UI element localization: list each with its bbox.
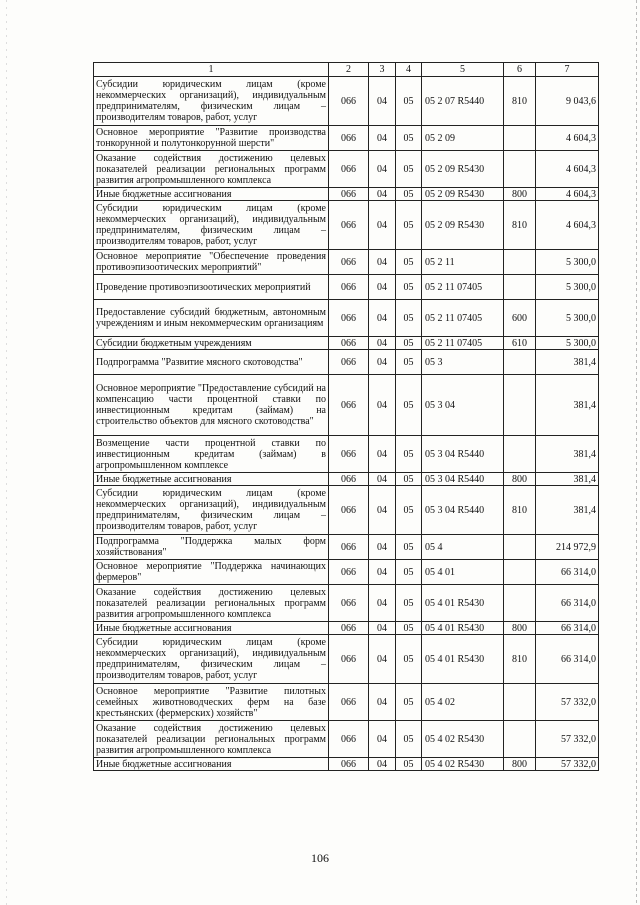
table-cell-col4: 05: [396, 151, 422, 188]
table-row: [94, 622, 599, 635]
table-cell-col3: 04: [369, 622, 396, 635]
table-cell-col6: 800: [504, 188, 536, 201]
table-row: [94, 585, 599, 622]
table-cell-col4: 05: [396, 250, 422, 275]
table-cell-col4: 05: [396, 585, 422, 622]
table-row: [94, 151, 599, 188]
table-cell-col4: 05: [396, 486, 422, 535]
table-cell-col2: 066: [329, 473, 369, 486]
table-cell-col7: 5 300,0: [536, 337, 599, 350]
table-cell-col6: [504, 535, 536, 560]
table-cell-col4: 05: [396, 622, 422, 635]
table-cell-col7: 57 332,0: [536, 684, 599, 721]
scan-edge-right: [636, 0, 637, 905]
table-cell-col4: 05: [396, 684, 422, 721]
table-cell-col7: 66 314,0: [536, 622, 599, 635]
table-cell-col6: 810: [504, 635, 536, 684]
table-cell-col7: 4 604,3: [536, 201, 599, 250]
table-cell-col6: 800: [504, 622, 536, 635]
table-cell-col2: 066: [329, 436, 369, 473]
table-cell-col7: 57 332,0: [536, 721, 599, 758]
table-row: [94, 486, 599, 535]
table-cell-col6: [504, 721, 536, 758]
table-cell-col6: 800: [504, 758, 536, 771]
table-cell-col6: [504, 151, 536, 188]
table-cell-col1: Субсидии бюджетным учреждениям: [94, 337, 329, 350]
table-cell-col6: [504, 350, 536, 375]
table-cell-col1: Основное мероприятие "Развитие пилотных семейных животноводческих ферм на базе крестьянских (фермерских) хозяйств": [94, 684, 329, 721]
table-cell-col2: 066: [329, 201, 369, 250]
table-cell-col5: 05 2 11 07405: [422, 300, 504, 337]
table-cell-col1: Иные бюджетные ассигнования: [94, 622, 329, 635]
table-row: [94, 375, 599, 436]
table-cell-col5: 05 4 01 R5430: [422, 585, 504, 622]
table-row: [94, 350, 599, 375]
table-cell-col5: 05 2 09 R5430: [422, 151, 504, 188]
table-cell-col1: Основное мероприятие "Предоставление субсидий на компенсацию части процентной ставки по инвестиционным кредитам (займам) на строительство объектов для мясного скотоводства": [94, 375, 329, 436]
table-cell-col5: 05 3 04 R5440: [422, 436, 504, 473]
table-cell-col4: 05: [396, 721, 422, 758]
table-cell-col7: 9 043,6: [536, 77, 599, 126]
table-cell-col4: 05: [396, 635, 422, 684]
table-cell-col7: 66 314,0: [536, 635, 599, 684]
table-cell-col2: 066: [329, 337, 369, 350]
table-cell-col7: 5 300,0: [536, 250, 599, 275]
table-cell-col4: 05: [396, 473, 422, 486]
table-cell-col1: Субсидии юридическим лицам (кроме некоммерческих организаций), индивидуальным предпринимателям, физическим лицам – производителям товаров, работ, услуг: [94, 635, 329, 684]
table-cell-col7: 4 604,3: [536, 126, 599, 151]
table-cell-col3: 04: [369, 585, 396, 622]
table-cell-col4: 05: [396, 300, 422, 337]
table-cell-col4: 05: [396, 188, 422, 201]
table-cell-col1: Основное мероприятие "Поддержка начинающих фермеров": [94, 560, 329, 585]
table-cell-col1: Иные бюджетные ассигнования: [94, 188, 329, 201]
table-cell-col4: 05: [396, 275, 422, 300]
table-cell-col2: 066: [329, 635, 369, 684]
table-cell-col2: 066: [329, 188, 369, 201]
table-cell-col2: 066: [329, 250, 369, 275]
table-cell-col5: 05 2 09 R5430: [422, 188, 504, 201]
table-header-row: [94, 63, 599, 77]
col-header-2: 2: [329, 63, 369, 77]
table-cell-col3: 04: [369, 126, 396, 151]
table-cell-col7: 214 972,9: [536, 535, 599, 560]
table-row: [94, 436, 599, 473]
table-row: [94, 684, 599, 721]
table-row: [94, 201, 599, 250]
table-cell-col5: 05 3: [422, 350, 504, 375]
table-cell-col6: [504, 250, 536, 275]
table-cell-col1: Основное мероприятие "Обеспечение проведения противоэпизоотических мероприятий": [94, 250, 329, 275]
table-cell-col2: 066: [329, 622, 369, 635]
table-cell-col3: 04: [369, 758, 396, 771]
table-cell-col6: 810: [504, 486, 536, 535]
table-cell-col1: Предоставление субсидий бюджетным, автономным учреждениям и иным некоммерческим организациям: [94, 300, 329, 337]
table-cell-col3: 04: [369, 721, 396, 758]
col-header-7: 7: [536, 63, 599, 77]
table-cell-col3: 04: [369, 486, 396, 535]
table-cell-col5: 05 2 11: [422, 250, 504, 275]
table-cell-col3: 04: [369, 375, 396, 436]
table-cell-col3: 04: [369, 300, 396, 337]
table-cell-col4: 05: [396, 375, 422, 436]
table-row: [94, 721, 599, 758]
table-cell-col7: 381,4: [536, 350, 599, 375]
table-row: [94, 77, 599, 126]
table-cell-col1: Иные бюджетные ассигнования: [94, 758, 329, 771]
table-cell-col3: 04: [369, 201, 396, 250]
table-cell-col2: 066: [329, 721, 369, 758]
table-cell-col5: 05 4 02 R5430: [422, 721, 504, 758]
table-cell-col7: 66 314,0: [536, 560, 599, 585]
table-cell-col6: [504, 560, 536, 585]
table-cell-col3: 04: [369, 350, 396, 375]
table-cell-col7: 381,4: [536, 436, 599, 473]
table-cell-col1: Оказание содействия достижению целевых показателей реализации региональных программ развития агропромышленного комплекса: [94, 151, 329, 188]
table-row: [94, 250, 599, 275]
table-cell-col4: 05: [396, 560, 422, 585]
table-cell-col4: 05: [396, 337, 422, 350]
table-cell-col5: 05 2 09 R5430: [422, 201, 504, 250]
col-header-4: 4: [396, 63, 422, 77]
table-cell-col5: 05 3 04 R5440: [422, 486, 504, 535]
table-cell-col2: 066: [329, 560, 369, 585]
table-cell-col5: 05 4 02: [422, 684, 504, 721]
table-row: [94, 188, 599, 201]
table-cell-col5: 05 2 11 07405: [422, 337, 504, 350]
table-cell-col6: [504, 585, 536, 622]
table-cell-col4: 05: [396, 535, 422, 560]
table-cell-col3: 04: [369, 188, 396, 201]
table-cell-col4: 05: [396, 436, 422, 473]
table-cell-col4: 05: [396, 77, 422, 126]
table-cell-col3: 04: [369, 151, 396, 188]
table-cell-col2: 066: [329, 350, 369, 375]
table-row: [94, 275, 599, 300]
table-cell-col3: 04: [369, 473, 396, 486]
table-cell-col1: Подпрограмма "Поддержка малых форм хозяйствования": [94, 535, 329, 560]
table-cell-col4: 05: [396, 201, 422, 250]
table-row: [94, 300, 599, 337]
table-row: [94, 473, 599, 486]
table-cell-col1: Подпрограмма "Развитие мясного скотоводства": [94, 350, 329, 375]
scan-edge-left: [6, 0, 7, 905]
table-cell-col1: Субсидии юридическим лицам (кроме некоммерческих организаций), индивидуальным предпринимателям, физическим лицам – производителям товаров, работ, услуг: [94, 486, 329, 535]
table-cell-col3: 04: [369, 337, 396, 350]
table-cell-col6: 600: [504, 300, 536, 337]
table-cell-col1: Проведение противоэпизоотических мероприятий: [94, 275, 329, 300]
table-cell-col5: 05 4 01 R5430: [422, 622, 504, 635]
table-cell-col3: 04: [369, 560, 396, 585]
table-cell-col4: 05: [396, 350, 422, 375]
table-cell-col4: 05: [396, 126, 422, 151]
table-cell-col1: Возмещение части процентной ставки по инвестиционным кредитам (займам) в агропромышленном комплексе: [94, 436, 329, 473]
table-cell-col7: 4 604,3: [536, 151, 599, 188]
table-cell-col1: Субсидии юридическим лицам (кроме некоммерческих организаций), индивидуальным предпринимателям, физическим лицам – производителям товаров, работ, услуг: [94, 77, 329, 126]
table-cell-col5: 05 3 04 R5440: [422, 473, 504, 486]
table-cell-col5: 05 4: [422, 535, 504, 560]
table-cell-col6: [504, 126, 536, 151]
table-row: [94, 758, 599, 771]
table-cell-col5: 05 4 01 R5430: [422, 635, 504, 684]
table-cell-col1: Субсидии юридическим лицам (кроме некоммерческих организаций), индивидуальным предпринимателям, физическим лицам – производителям товаров, работ, услуг: [94, 201, 329, 250]
table-cell-col5: 05 4 01: [422, 560, 504, 585]
table-cell-col3: 04: [369, 250, 396, 275]
table-row: [94, 560, 599, 585]
table-cell-col2: 066: [329, 758, 369, 771]
table-cell-col3: 04: [369, 436, 396, 473]
table-cell-col7: 4 604,3: [536, 188, 599, 201]
table-cell-col7: 57 332,0: [536, 758, 599, 771]
table-cell-col2: 066: [329, 275, 369, 300]
table-cell-col1: Основное мероприятие "Развитие производства тонкорунной и полутонкорунной шерсти": [94, 126, 329, 151]
table-cell-col2: 066: [329, 535, 369, 560]
table-row: [94, 535, 599, 560]
table-cell-col6: 810: [504, 201, 536, 250]
table-cell-col4: 05: [396, 758, 422, 771]
table-cell-col3: 04: [369, 275, 396, 300]
table-cell-col1: Иные бюджетные ассигнования: [94, 473, 329, 486]
table-cell-col3: 04: [369, 684, 396, 721]
col-header-6: 6: [504, 63, 536, 77]
table-cell-col7: 381,4: [536, 473, 599, 486]
table-cell-col2: 066: [329, 300, 369, 337]
table-cell-col1: Оказание содействия достижению целевых показателей реализации региональных программ развития агропромышленного комплекса: [94, 585, 329, 622]
page-number: 106: [311, 851, 329, 865]
table-cell-col7: 66 314,0: [536, 585, 599, 622]
table-cell-col2: 066: [329, 486, 369, 535]
table-cell-col6: 810: [504, 77, 536, 126]
col-header-5: 5: [422, 63, 504, 77]
table-cell-col5: 05 2 07 R5440: [422, 77, 504, 126]
table-cell-col6: 610: [504, 337, 536, 350]
table-cell-col3: 04: [369, 535, 396, 560]
table-cell-col3: 04: [369, 635, 396, 684]
table-cell-col2: 066: [329, 684, 369, 721]
table-cell-col7: 381,4: [536, 486, 599, 535]
table-cell-col5: 05 2 09: [422, 126, 504, 151]
table-cell-col2: 066: [329, 375, 369, 436]
table-cell-col1: Оказание содействия достижению целевых показателей реализации региональных программ развития агропромышленного комплекса: [94, 721, 329, 758]
table-cell-col2: 066: [329, 126, 369, 151]
table-cell-col2: 066: [329, 151, 369, 188]
budget-table: [93, 62, 599, 771]
table-cell-col7: 5 300,0: [536, 300, 599, 337]
table-row: [94, 337, 599, 350]
table-cell-col7: 381,4: [536, 375, 599, 436]
table-cell-col5: 05 4 02 R5430: [422, 758, 504, 771]
table-row: [94, 635, 599, 684]
col-header-1: 1: [94, 63, 329, 77]
table-cell-col6: [504, 275, 536, 300]
table-cell-col6: [504, 684, 536, 721]
table-cell-col3: 04: [369, 77, 396, 126]
table-cell-col6: 800: [504, 473, 536, 486]
table-cell-col5: 05 3 04: [422, 375, 504, 436]
table-cell-col2: 066: [329, 77, 369, 126]
col-header-3: 3: [369, 63, 396, 77]
table-cell-col6: [504, 375, 536, 436]
table-cell-col5: 05 2 11 07405: [422, 275, 504, 300]
table-cell-col6: [504, 436, 536, 473]
table-row: [94, 126, 599, 151]
table-cell-col2: 066: [329, 585, 369, 622]
table-cell-col7: 5 300,0: [536, 275, 599, 300]
